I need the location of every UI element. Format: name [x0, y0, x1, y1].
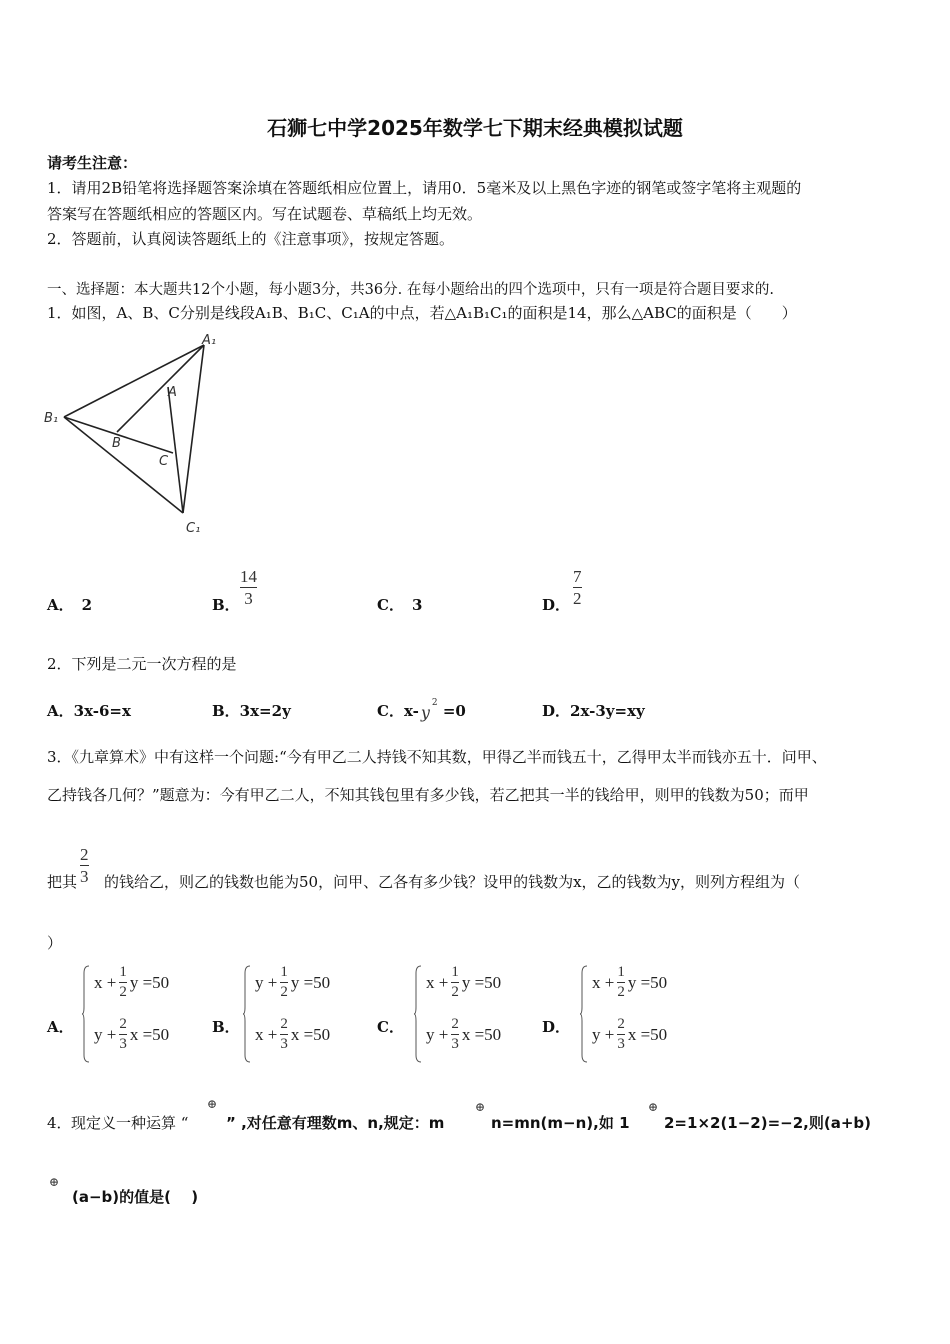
q4-text-6: (a−b)的值是( )	[72, 1188, 199, 1206]
q1-option-d[interactable]	[542, 594, 570, 615]
q4-text-5: 2=1×2(1−2)=−2,则(a+b)	[664, 1114, 872, 1132]
q3-option-b-label[interactable]: B．	[212, 1018, 240, 1036]
eq1-num: 1	[617, 964, 625, 980]
q4-text-3: m、n,规定：m	[336, 1114, 445, 1132]
eq2-num: 2	[451, 1016, 459, 1032]
eq2-left: y +	[592, 1024, 615, 1044]
eq1-right: y =50	[290, 972, 331, 992]
q4-text-2	[226, 1112, 444, 1133]
label-b1: B₁	[44, 411, 59, 426]
eq2-right: x =50	[461, 1024, 502, 1044]
q1-option-b[interactable]	[212, 594, 240, 615]
q3-line-3-post: 的钱给乙，则乙的钱数也能为50，问甲、乙各有多少钱？设甲的钱数为x，乙的钱数为y，则列方程组为（	[104, 873, 801, 891]
eq1-den: 2	[119, 984, 127, 1000]
label-a: A	[168, 385, 177, 400]
eq1-right: y =50	[627, 972, 668, 992]
eq2-num: 2	[119, 1016, 127, 1032]
q1-option-c-label: C．	[377, 596, 404, 614]
eq2-left: y +	[426, 1024, 449, 1044]
eq1-den: 2	[280, 984, 288, 1000]
eq2-left: y +	[94, 1024, 117, 1044]
label-a1: A₁	[202, 333, 217, 348]
q1-option-a-label: A．	[47, 596, 74, 614]
q2-option-a[interactable]: A．3x-6=x	[47, 702, 131, 720]
q4-text-1: 现定义一种运算 “	[71, 1114, 189, 1132]
q2-option-c-label: C．	[377, 702, 404, 720]
q1-option-b-fraction	[240, 568, 257, 607]
notice-line-2: 2．答题前，认真阅读答题纸上的《注意事项》，按规定答题。	[47, 230, 455, 248]
eq1-left: x +	[592, 972, 615, 992]
q1-option-c-value: 3	[411, 596, 423, 614]
eq2-right: x =50	[129, 1024, 170, 1044]
q2-option-b[interactable]: B．3x=2y	[212, 702, 291, 720]
eq1-num: 1	[119, 964, 127, 980]
q1-option-b-num: 14	[240, 567, 257, 586]
eq2-right: x =50	[290, 1024, 331, 1044]
eq1-den: 2	[451, 984, 459, 1000]
eq1-left: x +	[426, 972, 449, 992]
page-title: 石狮七中学2025年数学七下期末经典模拟试题	[267, 116, 683, 140]
q3-frac-den: 3	[80, 867, 89, 886]
eq2-right: x =50	[627, 1024, 668, 1044]
notice-heading: 请考生注意：	[47, 154, 138, 172]
notice-line-1b: 答案写在答题纸相应的答题区内。写在试题卷、草稿纸上均无效。	[47, 205, 483, 223]
q2-option-c-post: =0	[442, 702, 466, 720]
q1-option-d-den: 2	[573, 589, 582, 608]
q1-option-d-fraction	[573, 568, 582, 607]
eq2-den: 3	[617, 1036, 625, 1052]
edge-a1-c1	[183, 345, 204, 513]
q3-line-3-pre: 把其	[47, 873, 78, 891]
q1-option-a[interactable]	[47, 594, 92, 615]
eq2-left: x +	[255, 1024, 278, 1044]
eq1-right: y =50	[129, 972, 170, 992]
eq2-den: 3	[119, 1036, 127, 1052]
q1-option-d-num: 7	[573, 567, 582, 586]
eq2-num: 2	[280, 1016, 288, 1032]
section-heading: 一、选择题：本大题共12个小题，每小题3分，共36分. 在每小题给出的四个选项中，只有一项是符合题目要求的.	[47, 282, 774, 298]
brace-icon	[82, 965, 90, 1063]
q3-option-d-label[interactable]: D．	[542, 1018, 571, 1036]
q3-line-2: 乙持钱各几何？”题意为：今有甲乙二人，不知其钱包里有多少钱，若乙把其一半的钱给甲，则甲的钱数为50；而甲	[47, 786, 809, 804]
oplus-icon: ⊕	[475, 1100, 486, 1114]
q1-triangle-figure	[40, 330, 230, 540]
q3-fraction	[80, 846, 89, 885]
q3-line-4: ）	[47, 934, 63, 952]
eq1-num: 1	[280, 964, 288, 980]
q1-option-a-value: 2	[81, 596, 93, 614]
edge-b1-a1	[64, 345, 204, 417]
q4-text-2a: ” ,对任意有理数	[226, 1114, 337, 1132]
q4-number: 4．	[47, 1114, 72, 1132]
q1-text: 1．如图，A、B、C分别是线段A₁B、B₁C、C₁A的中点，若△A₁B₁C₁的面积是14，那么△ABC的面积是（ ）	[47, 304, 797, 322]
notice-line-1a: 1．请用2B铅笔将选择题答案涂填在答题纸相应位置上，请用0．5毫米及以上黑色字迹的钢笔或签字笔将主观题的	[47, 179, 802, 197]
q1-option-b-label: B．	[212, 596, 240, 614]
eq2-den: 3	[280, 1036, 288, 1052]
q1-option-b-den: 3	[244, 589, 253, 608]
q2-option-d[interactable]: D．2x-3y=xy	[542, 702, 645, 720]
q1-option-c[interactable]	[377, 594, 422, 615]
q2-option-c-exp: 2	[431, 698, 438, 708]
oplus-icon: ⊕	[49, 1175, 60, 1189]
oplus-icon: ⊕	[648, 1100, 659, 1114]
q3-line-1: 3．《九章算术》中有这样一个问题:“今有甲乙二人持钱不知其数，甲得乙半而钱五十，乙得甲太半而钱亦五十．问甲、	[47, 748, 827, 766]
edge-c1-a	[168, 387, 183, 513]
brace-icon	[580, 965, 588, 1063]
q2-text: 2．下列是二元一次方程的是	[47, 655, 237, 673]
label-b: B	[112, 436, 121, 451]
q1-option-d-label: D．	[542, 596, 571, 614]
brace-icon	[243, 965, 251, 1063]
label-c: C	[159, 454, 169, 469]
edge-a1-b	[117, 345, 204, 432]
oplus-icon: ⊕	[207, 1097, 218, 1111]
brace-icon	[414, 965, 422, 1063]
eq2-num: 2	[617, 1016, 625, 1032]
q4-text-4: n=mn(m−n),如 1	[491, 1114, 630, 1132]
q3-option-c-label[interactable]: C．	[377, 1018, 404, 1036]
eq1-num: 1	[451, 964, 459, 980]
eq1-left: y +	[255, 972, 278, 992]
eq1-left: x +	[94, 972, 117, 992]
eq1-right: y =50	[461, 972, 502, 992]
label-c1: C₁	[186, 521, 201, 536]
q2-option-c-pre: x-	[403, 702, 419, 720]
eq1-den: 2	[617, 984, 625, 1000]
q2-option-c[interactable]	[377, 700, 466, 721]
eq2-den: 3	[451, 1036, 459, 1052]
q3-frac-num: 2	[80, 845, 89, 864]
q3-option-a-label[interactable]: A．	[47, 1018, 74, 1036]
q2-option-c-var: y	[420, 703, 430, 722]
